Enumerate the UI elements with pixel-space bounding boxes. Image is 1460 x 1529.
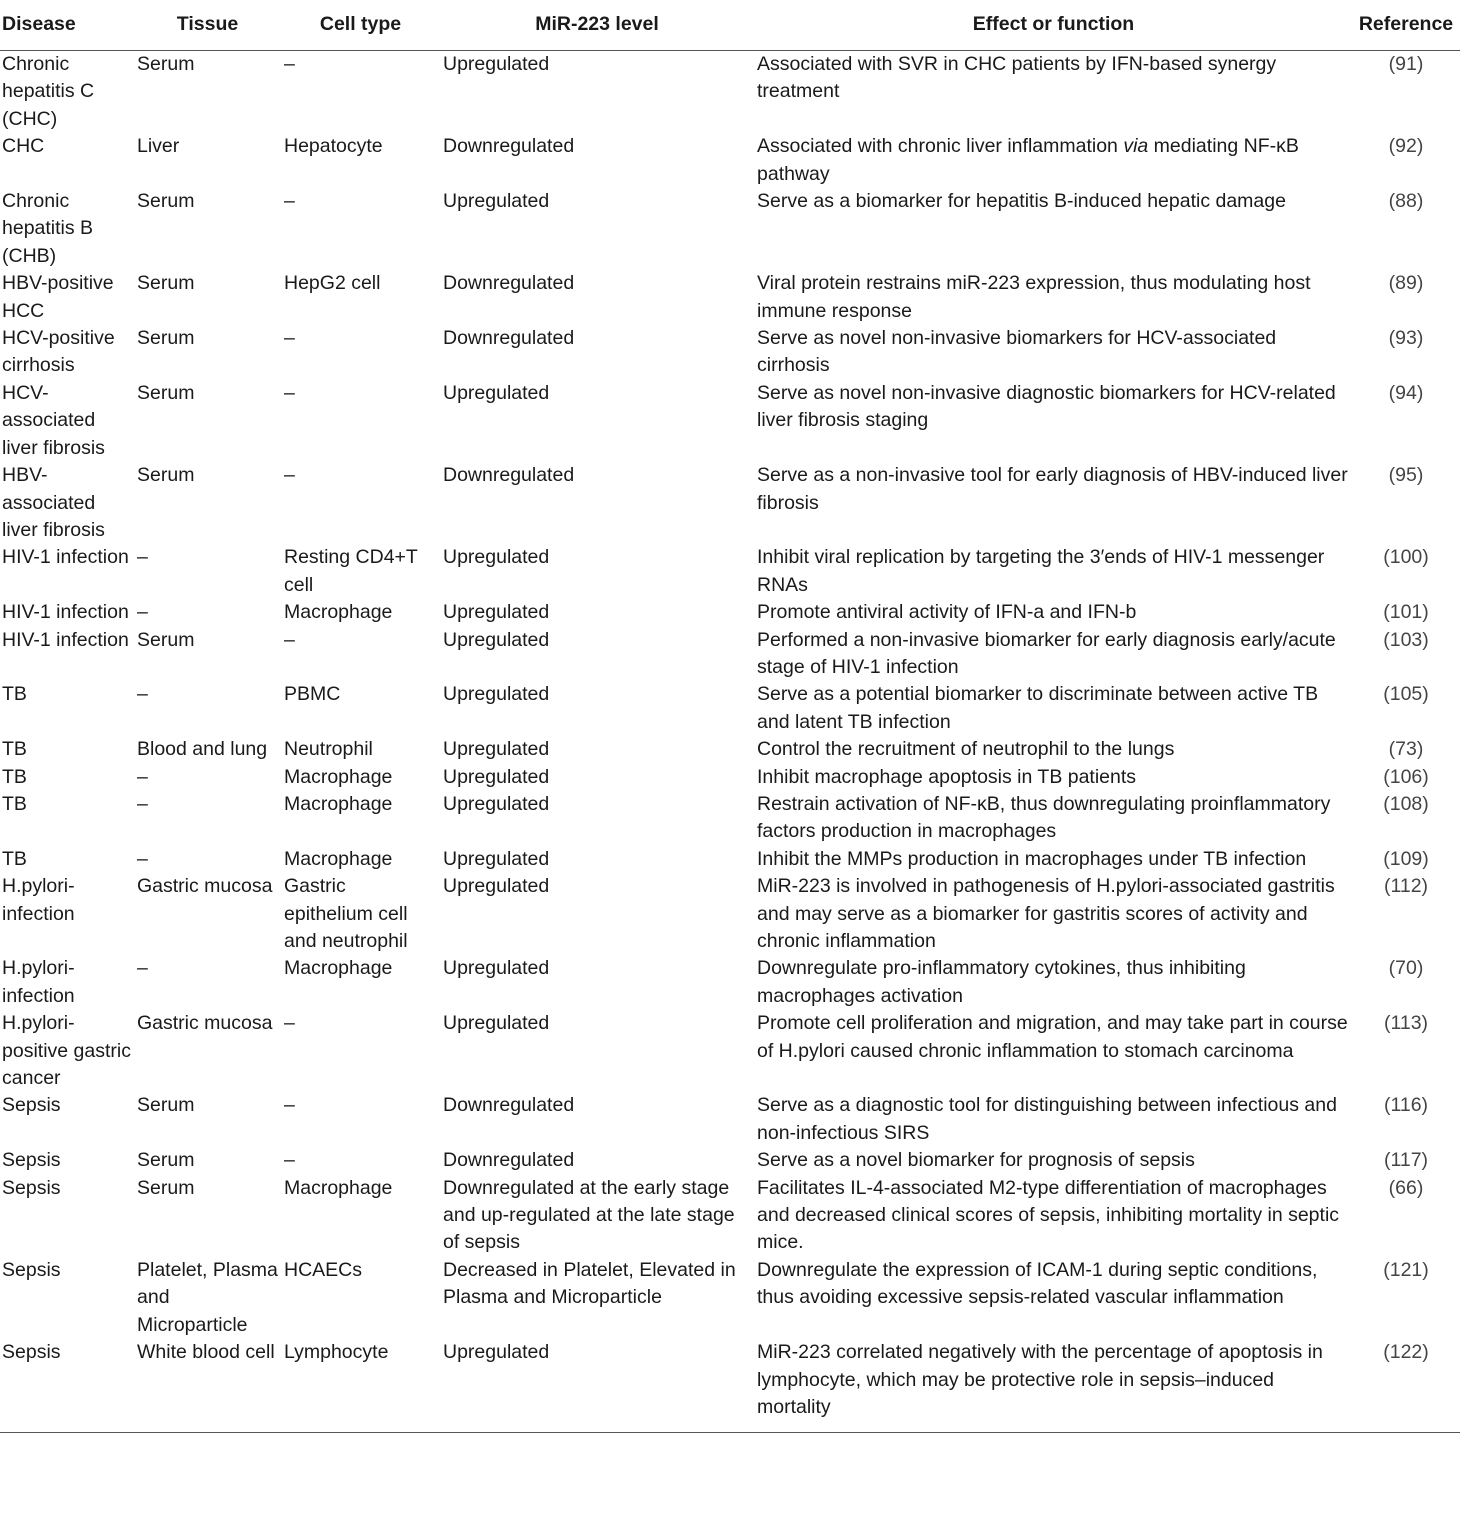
disease-cell: TB [2,683,27,706]
table-row [0,1010,1460,1092]
mir223-level-cell: Upregulated [443,957,550,980]
reference-cell: (109) [1383,847,1429,870]
tissue-cell: Serum [137,1094,195,1117]
tissue-cell: Serum [137,464,195,487]
mir223-level-cell: Decreased in Platelet, Elevated in Plasma and Microparticle [443,1258,736,1309]
disease-cell: H.pylori-infection [2,957,75,1007]
header-row [0,0,1460,51]
mir223-level-cell: Downregulated at the early stage and up-regulated at the late stage of sepsis [443,1176,735,1254]
tissue-cell: Serum [137,1149,195,1172]
reference-cell: (113) [1383,1012,1429,1035]
effect-cell: Promote antiviral activity of IFN-a and IFN-b [757,601,1137,624]
tissue-cell: Platelet, Plasma and Microparticle [137,1258,278,1336]
reference-cell: (117) [1383,1149,1429,1172]
table-row [0,873,1460,955]
reference-cell: (92) [1388,135,1424,158]
mir223-level-cell: Downregulated [443,1094,575,1117]
mir223-level-cell: Upregulated [443,765,550,788]
disease-cell: Sepsis [2,1176,61,1199]
tissue-cell: Serum [137,381,195,404]
mir223-level-cell: Upregulated [443,381,550,404]
header-disease: Disease [0,0,135,51]
effect-cell: Performed a non-invasive biomarker for early diagnosis early/acute stage of HIV-1 infection [757,628,1336,678]
reference-cell: (73) [1388,738,1424,761]
effect-cell: Inhibit macrophage apoptosis in TB patients [757,765,1137,788]
effect-cell: Facilitates IL-4-associated M2-type differentiation of macrophages and decreased clinical scores of sepsis, inhibiting mortality in septic mice. [757,1176,1340,1254]
disease-cell: Chronic hepatitis C (CHC) [2,53,95,130]
effect-cell: Viral protein restrains miR-223 expression, thus modulating host immune response [757,272,1311,322]
table-row [0,325,1460,380]
mir223-level-cell: Upregulated [443,875,550,898]
reference-cell: (94) [1388,381,1424,404]
cell-type-cell: – [284,1149,295,1172]
disease-cell: HBV-associated liver fibrosis [2,464,105,541]
disease-cell: TB [2,792,27,815]
disease-cell: Sepsis [2,1094,61,1117]
effect-cell: Inhibit the MMPs production in macrophages under TB infection [757,847,1307,870]
effect-cell: Serve as novel non-invasive diagnostic biomarkers for HCV-related liver fibrosis staging [757,381,1336,432]
tissue-cell: – [137,847,148,870]
table-row [0,955,1460,1010]
cell-type-cell: Macrophage [284,792,393,815]
mir223-level-cell: Downregulated [443,1149,575,1172]
disease-cell: TB [2,847,27,870]
effect-cell: Restrain activation of NF-κB, thus downregulating proinflammatory factors production in macrophages [757,792,1331,843]
mir223-level-cell: Upregulated [443,847,550,870]
effect-italic-text: via [1123,135,1149,158]
reference-cell: (70) [1388,957,1424,980]
table-row [0,270,1460,325]
mir223-level-cell: Upregulated [441,1339,755,1433]
tissue-cell: Gastric mucosa [137,1012,273,1035]
effect-cell: Downregulate the expression of ICAM-1 during septic conditions, thus avoiding excessive sepsis-related vascular inflammation [757,1258,1318,1309]
table-row [0,1257,1460,1339]
effect-cell: Serve as a novel biomarker for prognosis of sepsis [757,1149,1195,1172]
effect-cell: MiR-223 is involved in pathogenesis of H.pylori-associated gastritis and may serve as a biomarker for gastritis scores of activity and chronic inflammation [757,875,1335,952]
header-mir223-level: MiR-223 level [441,0,755,51]
mir223-level-cell: Downregulated [443,327,575,350]
table-row [0,627,1460,682]
effect-cell: Promote cell proliferation and migration, and may take part in course of H.pylori caused chronic inflammation to stomach carcinoma [757,1012,1348,1062]
cell-type-cell: HepG2 cell [284,272,381,295]
table-row [0,791,1460,846]
disease-cell: H.pylori-infection [2,875,75,925]
cell-type-cell: – [284,628,295,651]
effect-text: mediating NF-κB pathway [757,135,1305,185]
cell-type-cell: Macrophage [284,1176,393,1199]
cell-type-cell: – [284,190,295,213]
disease-cell: H.pylori-positive gastric cancer [2,1012,131,1090]
table-row [0,133,1460,188]
reference-cell: (101) [1383,601,1429,624]
cell-type-cell: Hepatocyte [284,135,383,158]
tissue-cell: Gastric mucosa [137,875,273,898]
mir223-level-cell: Upregulated [443,683,550,706]
header-tissue: Tissue [135,0,282,51]
effect-cell: Associated with SVR in CHC patients by IFN-based synergy treatment [757,53,1277,103]
effect-text: Associated with chronic liver inflammation [757,135,1124,158]
header-cell-type: Cell type [282,0,441,51]
mir223-level-cell: Downregulated [443,464,575,487]
cell-type-cell: Resting CD4+T cell [284,546,418,596]
cell-type-cell: Neutrophil [284,738,373,761]
reference-cell: (121) [1383,1258,1429,1281]
cell-type-cell: – [284,464,295,487]
tissue-cell: – [137,765,148,788]
table-row [0,1092,1460,1147]
table-row [0,380,1460,462]
tissue-cell: – [137,546,148,569]
cell-type-cell: – [284,53,295,75]
mir223-level-cell: Downregulated [443,272,575,295]
effect-cell: Inhibit viral replication by targeting the 3′ends of HIV-1 messenger RNAs [757,546,1325,596]
effect-cell: Serve as a non-invasive tool for early diagnosis of HBV-induced liver fibrosis [757,464,1348,514]
disease-cell: Sepsis [2,1149,61,1172]
cell-type-cell: Macrophage [284,601,393,624]
reference-cell: (106) [1383,765,1429,788]
reference-cell: (93) [1388,327,1424,350]
disease-cell: HIV-1 infection [2,546,129,569]
reference-cell: (103) [1383,628,1429,651]
reference-cell: (66) [1388,1176,1424,1199]
reference-cell: (91) [1388,53,1424,75]
header-reference: Reference [1354,0,1460,51]
reference-cell: (122) [1354,1339,1460,1433]
table-row [0,764,1460,791]
table-row [0,681,1460,736]
tissue-cell: – [137,601,148,624]
tissue-cell: Serum [137,272,195,295]
disease-cell: HBV-positive HCC [2,272,114,322]
cell-type-cell: Lymphocyte [282,1339,441,1433]
effect-cell: MiR-223 correlated negatively with the percentage of apoptosis in lymphocyte, which may be protective role in sepsis–induced mortality [755,1339,1354,1433]
mir223-level-cell: Downregulated [443,135,575,158]
effect-cell: Serve as a potential biomarker to discriminate between active TB and latent TB infection [757,683,1319,733]
reference-cell: (89) [1388,272,1424,295]
cell-type-cell: Macrophage [284,765,393,788]
tissue-cell: Serum [137,1176,195,1199]
cell-type-cell: – [284,1094,295,1117]
disease-cell: Chronic hepatitis B (CHB) [2,190,94,267]
reference-cell: (112) [1383,875,1429,898]
mir223-level-cell: Upregulated [443,792,550,815]
effect-cell: Downregulate pro-inflammatory cytokines, thus inhibiting macrophages activation [757,957,1246,1007]
disease-cell: HIV-1 infection [2,628,129,651]
table-row [0,51,1460,134]
mir223-level-cell: Upregulated [443,738,550,761]
disease-cell: CHC [2,135,45,158]
tissue-cell: Serum [137,628,195,651]
tissue-cell: Serum [137,53,195,75]
mir223-level-cell: Upregulated [443,546,550,569]
effect-cell: Serve as a diagnostic tool for distinguishing between infectious and non-infectious SIRS [757,1094,1337,1144]
disease-cell: HIV-1 infection [2,601,129,624]
header-effect: Effect or function [755,0,1354,51]
tissue-cell: Serum [137,190,195,213]
mir223-level-cell: Upregulated [443,190,550,213]
effect-cell: Control the recruitment of neutrophil to the lungs [757,738,1175,761]
table-row [0,544,1460,599]
disease-cell: HCV-associated liver fibrosis [2,381,105,459]
disease-cell: Sepsis [0,1339,135,1433]
tissue-cell: – [137,792,148,815]
disease-cell: TB [2,765,27,788]
table-row [0,736,1460,763]
disease-cell: HCV-positive cirrhosis [2,327,115,377]
disease-cell: TB [2,738,27,761]
table-row [0,1147,1460,1174]
tissue-cell: White blood cell [135,1339,282,1433]
cell-type-cell: – [284,327,295,350]
reference-cell: (116) [1383,1094,1429,1117]
reference-cell: (100) [1383,546,1429,569]
table-row [0,1339,1460,1433]
mir223-level-cell: Upregulated [443,628,550,651]
tissue-cell: Blood and lung [137,738,268,761]
tissue-cell: Serum [137,327,195,350]
mir223-level-cell: Upregulated [443,1012,550,1035]
effect-cell [755,133,1354,188]
reference-cell: (105) [1383,683,1429,706]
table-row [0,188,1460,270]
tissue-cell: – [137,957,148,980]
reference-cell: (108) [1383,792,1429,815]
reference-cell: (95) [1388,464,1424,487]
cell-type-cell: Macrophage [284,957,393,980]
cell-type-cell: Gastric epithelium cell and neutrophil [284,875,408,952]
table-row [0,1175,1460,1257]
cell-type-cell: – [284,381,295,404]
effect-cell: Serve as a biomarker for hepatitis B-induced hepatic damage [757,190,1286,213]
table-row [0,599,1460,626]
reference-cell: (88) [1388,190,1424,213]
mir223-level-cell: Upregulated [443,53,550,75]
tissue-cell: – [137,683,148,706]
cell-type-cell: HCAECs [284,1258,363,1281]
tissue-cell: Liver [137,135,180,158]
table-row [0,846,1460,873]
cell-type-cell: Macrophage [284,847,393,870]
table-row [0,462,1460,544]
cell-type-cell: – [284,1012,295,1035]
effect-cell: Serve as novel non-invasive biomarkers for HCV-associated cirrhosis [757,327,1277,377]
mir223-level-cell: Upregulated [443,601,550,624]
disease-cell: Sepsis [2,1258,61,1281]
cell-type-cell: PBMC [284,683,341,706]
